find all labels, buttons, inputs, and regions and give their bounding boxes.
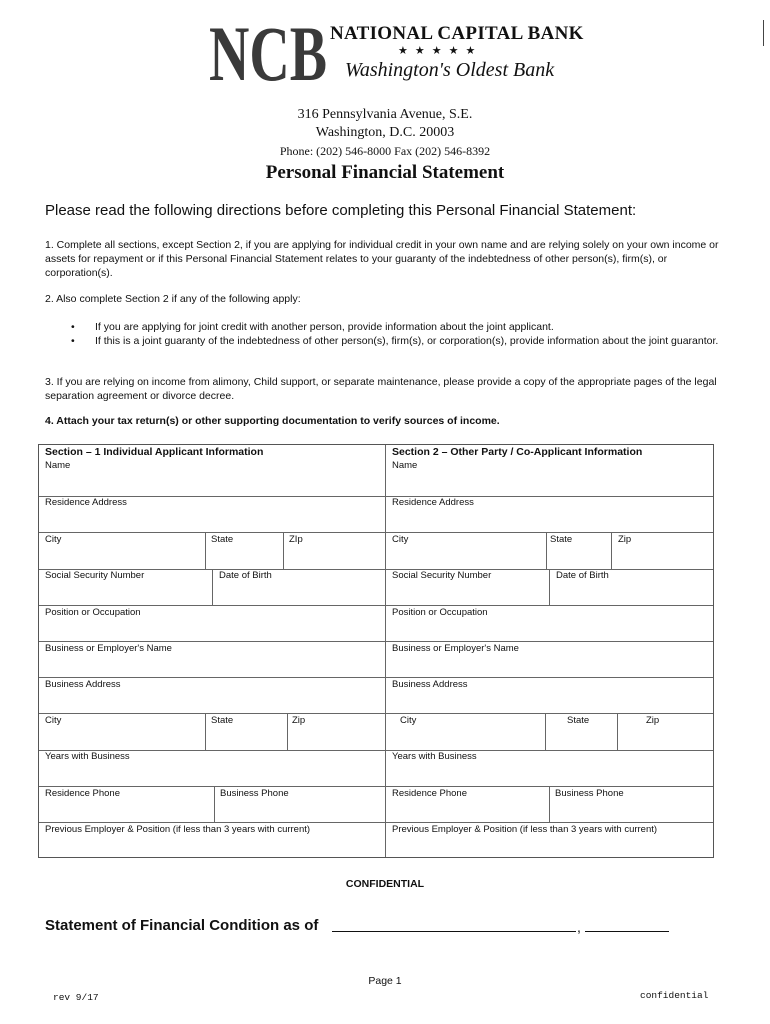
cell-divider [545, 713, 546, 750]
cell-divider [205, 713, 206, 750]
bank-stars: ★★★★★ [398, 45, 483, 57]
applicant-name-field[interactable]: Name [45, 460, 71, 471]
row-line [39, 605, 713, 606]
coapplicant-previous-employer-field[interactable]: Previous Employer & Position (if less than 3 years with current) [392, 824, 658, 835]
row-line [39, 641, 713, 642]
statement-of-condition-label: Statement of Financial Condition as of [45, 917, 319, 934]
cell-divider [205, 532, 206, 569]
cell-divider [611, 532, 612, 569]
applicant-years-field[interactable]: Years with Business [45, 751, 130, 762]
cell-divider [212, 569, 213, 605]
applicant-state-field[interactable]: State [211, 534, 234, 545]
phone-fax: Phone: (202) 546-8000 Fax (202) 546-8392 [279, 144, 491, 158]
direction-item-1: 1. Complete all sections, except Section 2, if you are applying for individual credit in your own name and are relying solely on your own income or assets for repayment or if this Personal Financial Statement relates to your guaranty of the indebtedness of other person(s), firm(s), or corporation(s). [45, 239, 719, 279]
coapplicant-business-zip-field[interactable]: Zip [646, 715, 660, 726]
coapplicant-dob-field[interactable]: Date of Birth [556, 570, 609, 581]
direction-bullet [71, 334, 725, 348]
coapplicant-zip-field[interactable]: Zip [618, 534, 632, 545]
coapplicant-years-field[interactable]: Years with Business [392, 751, 477, 762]
bank-logo-mark [207, 10, 329, 97]
page-title: Personal Financial Statement [265, 162, 505, 183]
page-number: Page 1 [368, 975, 402, 987]
footer-confidential: confidential [640, 990, 709, 1001]
applicant-business-address-field[interactable]: Business Address [45, 679, 121, 690]
direction-item-2: 2. Also complete Section 2 if any of the following apply: [45, 293, 301, 305]
coapplicant-name-field[interactable]: Name [392, 460, 418, 471]
directions-intro: Please read the following directions before completing this Personal Financial Statement: [45, 202, 637, 219]
row-line [39, 713, 713, 714]
row-line [39, 786, 713, 787]
applicant-residence-phone-field[interactable]: Residence Phone [45, 788, 120, 799]
logo-letters: NCB [209, 10, 327, 97]
cell-divider [214, 786, 215, 822]
bank-name: NATIONAL CAPITAL BANK [330, 23, 584, 44]
applicant-information-form [38, 444, 714, 858]
cell-divider [617, 713, 618, 750]
applicant-business-phone-field[interactable]: Business Phone [220, 788, 289, 799]
coapplicant-employer-field[interactable]: Business or Employer's Name [392, 643, 519, 654]
direction-bullet [71, 320, 725, 334]
row-line [39, 677, 713, 678]
coapplicant-business-city-field[interactable]: City [400, 715, 417, 726]
applicant-city-field[interactable]: City [45, 534, 62, 545]
statement-date-blank[interactable] [332, 931, 576, 932]
applicant-ssn-field[interactable]: Social Security Number [45, 570, 145, 581]
row-line [39, 750, 713, 751]
applicant-business-zip-field[interactable]: Zip [292, 715, 306, 726]
page-edge-mark [763, 20, 764, 46]
cell-divider [549, 786, 550, 822]
applicant-position-field[interactable]: Position or Occupation [45, 607, 141, 618]
coapplicant-business-address-field[interactable]: Business Address [392, 679, 468, 690]
cell-divider [287, 713, 288, 750]
section-2-title: Section 2 – Other Party / Co-Applicant Information [392, 446, 643, 458]
coapplicant-residence-address-field[interactable]: Residence Address [392, 497, 474, 508]
row-line [39, 496, 713, 497]
address-line-1: 316 Pennsylvania Avenue, S.E. [297, 107, 473, 122]
applicant-business-city-field[interactable]: City [45, 715, 62, 726]
coapplicant-business-phone-field[interactable]: Business Phone [555, 788, 624, 799]
date-comma: , [577, 919, 581, 935]
coapplicant-position-field[interactable]: Position or Occupation [392, 607, 488, 618]
address-line-2: Washington, D.C. 20003 [315, 125, 455, 140]
cell-divider [549, 569, 550, 605]
cell-divider [283, 532, 284, 569]
section-1-title: Section – 1 Individual Applicant Information [45, 446, 264, 458]
direction-item-3: 3. If you are relying on income from alimony, Child support, or separate maintenance, please provide a copy of the appropriate pages of the legal separation agreement or divorce decree. [45, 376, 717, 402]
coapplicant-state-field[interactable]: State [550, 534, 573, 545]
bullet-icon: • [71, 335, 75, 347]
revision-label: rev 9/17 [53, 992, 99, 1003]
bullet-text: If this is a joint guaranty of the indebtedness of other person(s), firm(s), or corporation(s), provide information about the joint guarantor. [95, 335, 719, 347]
bank-tagline: Washington's Oldest Bank [345, 59, 555, 81]
coapplicant-business-state-field[interactable]: State [567, 715, 590, 726]
applicant-business-state-field[interactable]: State [211, 715, 234, 726]
cell-divider [546, 532, 547, 569]
statement-year-blank[interactable] [585, 931, 669, 932]
row-line [39, 822, 713, 823]
coapplicant-city-field[interactable]: City [392, 534, 409, 545]
bullet-text: If you are applying for joint credit with another person, provide information about the joint applicant. [95, 321, 554, 333]
bullet-icon: • [71, 321, 75, 333]
applicant-dob-field[interactable]: Date of Birth [219, 570, 272, 581]
applicant-previous-employer-field[interactable]: Previous Employer & Position (if less than 3 years with current) [45, 824, 311, 835]
applicant-residence-address-field[interactable]: Residence Address [45, 497, 127, 508]
direction-item-4: 4. Attach your tax return(s) or other supporting documentation to verify sources of income. [45, 415, 500, 427]
coapplicant-residence-phone-field[interactable]: Residence Phone [392, 788, 467, 799]
confidential-heading: CONFIDENTIAL [345, 878, 425, 890]
applicant-zip-field[interactable]: ZIp [289, 534, 303, 545]
coapplicant-ssn-field[interactable]: Social Security Number [392, 570, 492, 581]
applicant-employer-field[interactable]: Business or Employer's Name [45, 643, 172, 654]
column-divider [385, 445, 386, 857]
